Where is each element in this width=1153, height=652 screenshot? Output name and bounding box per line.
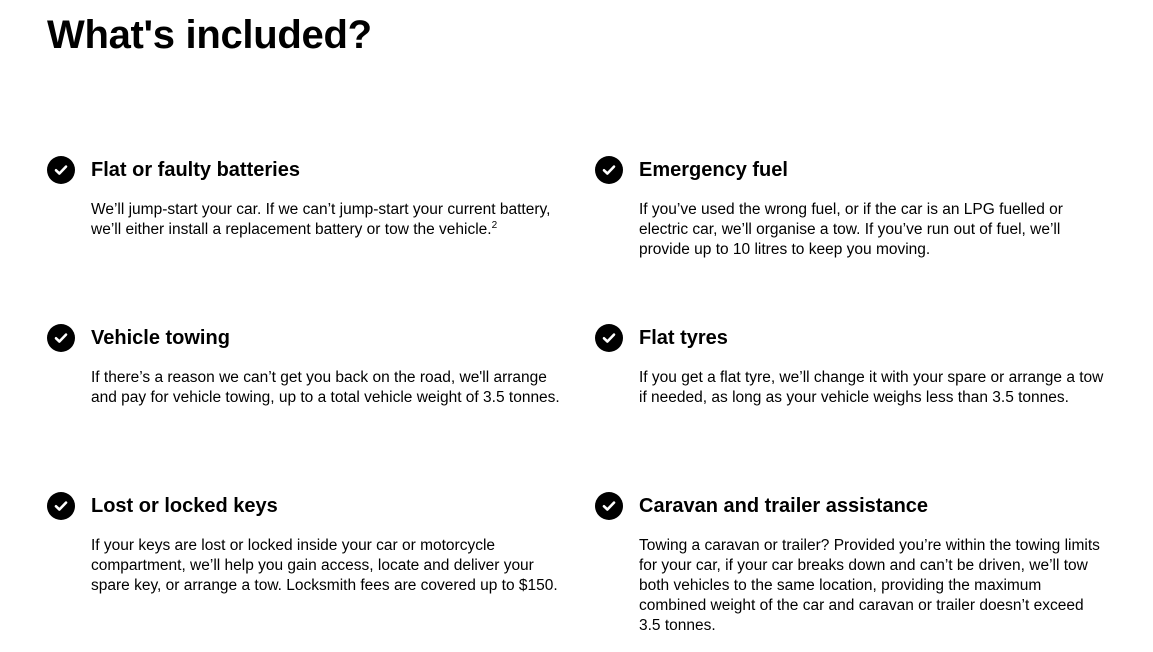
feature-title: Vehicle towing [91,327,230,349]
check-circle-icon [595,324,623,352]
feature-description: If your keys are lost or locked inside your car or motorcycle compartment, we’ll help you gain access, locate and deliver your spare key, or arrange a tow. Locksmith fees are covered up to $150. [91,537,558,594]
feature-title: Lost or locked keys [91,495,278,517]
footnote-marker[interactable]: 2 [491,219,498,231]
feature-title: Flat tyres [639,327,728,349]
check-circle-icon [47,324,75,352]
feature-description: If you’ve used the wrong fuel, or if the car is an LPG fuelled or electric car, we’ll organise a tow. If you’ve run out of fuel, we’ll provide up to 10 litres to keep you moving. [639,201,1063,258]
feature-title: Emergency fuel [639,159,788,181]
feature-title: Caravan and trailer assistance [639,495,929,517]
feature-description: If you get a flat tyre, we’ll change it with your spare or arrange a tow if needed, as long as your vehicle weighs less than 3.5 tonnes. [639,369,1104,406]
feature-description-text: We’ll jump-start your car. If we can’t jump-start your current battery, we’ll either install a replacement battery or tow the vehicle. [91,201,551,238]
feature-title: Flat or faulty batteries [91,159,300,181]
feature-description [91,200,561,240]
check-circle-icon [47,492,75,520]
check-circle-icon [47,156,75,184]
check-circle-icon [595,156,623,184]
feature-description: Towing a caravan or trailer? Provided you’re within the towing limits for your car, if your car breaks down and can’t be driven, we’ll tow both vehicles to the same location, providing the maximum combined weight of the car and caravan or trailer doesn’t exceed 3.5 tonnes. [639,537,1100,634]
check-circle-icon [595,492,623,520]
feature-description: If there’s a reason we can’t get you back on the road, we'll arrange and pay for vehicle towing, up to a total vehicle weight of 3.5 tonnes. [91,369,560,406]
page-title: What's included? [47,13,372,57]
